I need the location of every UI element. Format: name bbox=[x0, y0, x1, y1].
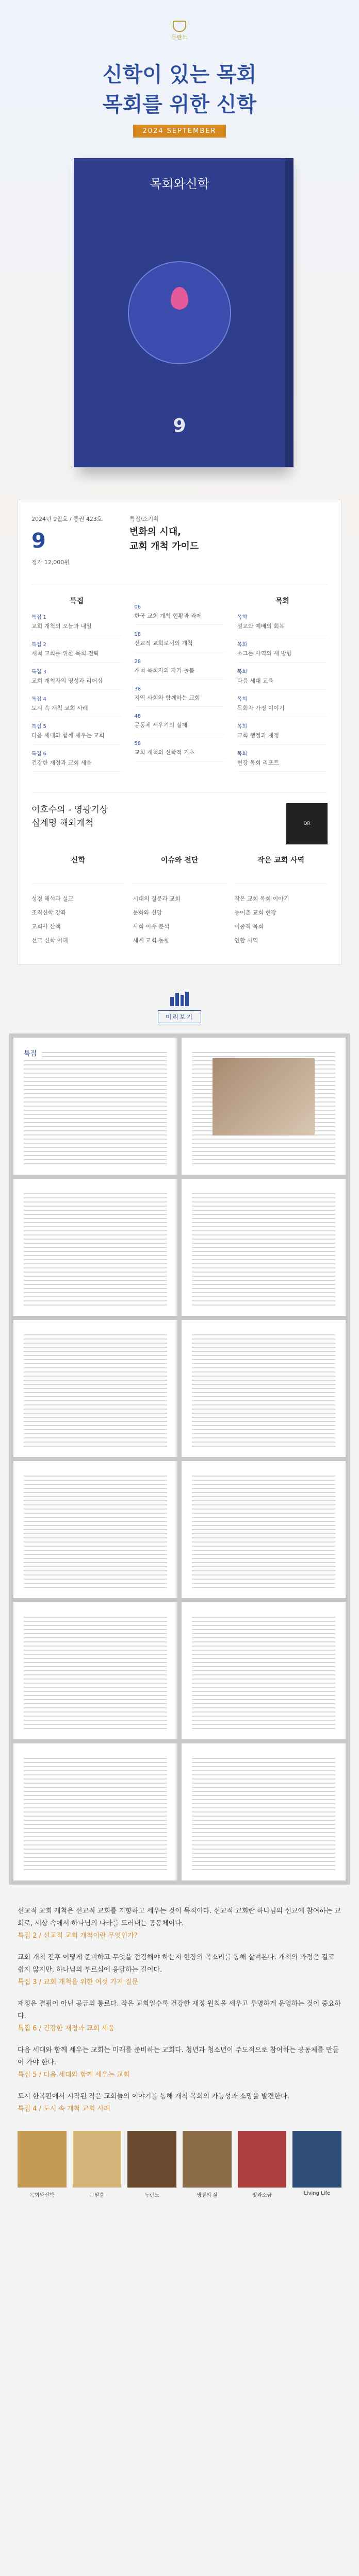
toc-item[interactable] bbox=[31, 640, 122, 663]
desc-source: 특집 5 / 다음 세대와 함께 세우는 교회 bbox=[18, 2071, 130, 2079]
toc-text: 교회 행정과 재정 bbox=[237, 732, 280, 739]
desc-text: 도시 한복판에서 시작된 작은 교회들의 이야기를 통해 개척 목회의 가능성과 소망을 발견한다. bbox=[18, 2093, 289, 2100]
toc-item[interactable] bbox=[237, 640, 328, 663]
category-item[interactable]: 성경 해석과 설교 bbox=[31, 895, 74, 902]
toc-col-1-title: 특집 bbox=[70, 597, 84, 605]
book-item[interactable] bbox=[18, 2131, 67, 2198]
toc-item[interactable] bbox=[134, 603, 224, 625]
special-feature bbox=[129, 515, 199, 566]
toc-text: 한국 교회 개척 현황과 과제 bbox=[134, 613, 202, 619]
cover-circle bbox=[128, 261, 231, 364]
logo-icon bbox=[173, 21, 186, 32]
book-cover bbox=[238, 2131, 287, 2188]
toc-tag: 목회 bbox=[237, 642, 247, 648]
toc-tag: 목회 bbox=[237, 697, 247, 702]
toc-text: 교회 개척자의 영성과 리더십 bbox=[31, 677, 103, 684]
cover-spine bbox=[285, 158, 293, 467]
category-columns bbox=[31, 855, 328, 950]
location-pin-icon bbox=[171, 287, 188, 310]
hero-headline-2: 목회를 위한 신학 bbox=[102, 92, 257, 116]
toc-item[interactable] bbox=[134, 685, 224, 707]
toc-item[interactable] bbox=[31, 750, 122, 772]
description-paragraph bbox=[18, 1905, 341, 1942]
toc-col-3-title: 목회 bbox=[275, 597, 289, 605]
book-cover bbox=[183, 2131, 232, 2188]
category-item[interactable]: 농어촌 교회 현장 bbox=[234, 909, 276, 916]
category-item[interactable]: 교회사 산책 bbox=[31, 923, 61, 930]
preview-section bbox=[0, 991, 359, 1023]
issue-info bbox=[31, 515, 119, 566]
preview-page bbox=[182, 1038, 346, 1175]
hero-subtitle: 2024 SEPTEMBER bbox=[133, 125, 225, 138]
preview-page bbox=[13, 1743, 177, 1880]
toc-col-1 bbox=[31, 596, 122, 777]
special-title-1: 변화의 시대, bbox=[129, 527, 182, 537]
toc-tag: 38 bbox=[134, 686, 141, 692]
toc-text: 개척 목회자의 자기 돌봄 bbox=[134, 667, 195, 674]
toc-tag: 목회 bbox=[237, 615, 247, 620]
toc-tag: 06 bbox=[134, 604, 141, 610]
book-stack-icon bbox=[170, 991, 189, 1006]
desc-text: 교회 개척 전후 어떻게 준비하고 무엇을 점검해야 하는지 현장의 목소리를 통해 살펴본다. 개척의 과정은 결코 쉽지 않지만, 하나님의 부르심에 응답하는 길이다. bbox=[18, 1954, 335, 1974]
table-of-contents bbox=[31, 585, 328, 777]
toc-text: 다음 세대와 함께 세우는 교회 bbox=[31, 732, 105, 739]
book-item[interactable] bbox=[183, 2131, 232, 2198]
toc-tag: 18 bbox=[134, 632, 141, 637]
desc-source: 특집 3 / 교회 개척을 위한 여섯 가지 질문 bbox=[18, 1978, 139, 1986]
preview-pages bbox=[9, 1033, 350, 1885]
magazine-cover bbox=[74, 158, 285, 467]
issue-month: 9 bbox=[31, 529, 46, 553]
toc-tag: 특집 1 bbox=[31, 615, 46, 620]
book-item[interactable] bbox=[73, 2131, 122, 2198]
book-cover bbox=[73, 2131, 122, 2188]
special-title-2: 교회 개척 가이드 bbox=[129, 541, 199, 552]
toc-tag: 특집 3 bbox=[31, 669, 46, 675]
book-title: 빛과소금 bbox=[252, 2193, 272, 2198]
toc-item[interactable] bbox=[134, 712, 224, 734]
category-item[interactable]: 이중직 목회 bbox=[234, 923, 264, 930]
book-title: 그말씀 bbox=[89, 2193, 105, 2198]
toc-text: 설교와 예배의 회복 bbox=[237, 623, 285, 630]
description-paragraph bbox=[18, 2044, 341, 2081]
book-item[interactable] bbox=[238, 2131, 287, 2198]
hero-headline bbox=[0, 60, 359, 120]
toc-tag: 48 bbox=[134, 714, 141, 719]
feature-title bbox=[31, 803, 277, 844]
toc-text: 현장 목회 리포트 bbox=[237, 759, 280, 766]
info-card bbox=[18, 500, 341, 965]
toc-text: 공동체 세우기의 실제 bbox=[134, 722, 187, 728]
toc-item[interactable] bbox=[237, 750, 328, 772]
toc-text: 개척 교회를 위한 목회 전략 bbox=[31, 650, 99, 657]
book-cover bbox=[292, 2131, 341, 2188]
toc-item[interactable] bbox=[134, 630, 224, 652]
cover-title: 목회와신학 bbox=[150, 177, 209, 191]
feature-title-2: 십계명 해외개척 bbox=[31, 818, 94, 828]
category-item[interactable]: 문화와 신앙 bbox=[133, 909, 162, 916]
feature-title-1: 이호수의 - 영광기상 bbox=[31, 805, 108, 815]
related-books bbox=[18, 2131, 341, 2198]
desc-text: 다음 세대와 함께 세우는 교회는 미래를 준비하는 교회다. 청년과 청소년이 주도적으로 참여하는 공동체를 만들어 가야 한다. bbox=[18, 2046, 339, 2066]
toc-item[interactable] bbox=[237, 722, 328, 744]
toc-col-2 bbox=[134, 596, 224, 777]
category-item[interactable]: 사회 이슈 분석 bbox=[133, 923, 170, 930]
preview-page bbox=[13, 1320, 177, 1457]
category-item[interactable]: 연합 사역 bbox=[234, 937, 258, 944]
preview-page bbox=[13, 1179, 177, 1316]
book-title: 생명의 삶 bbox=[196, 2193, 218, 2198]
toc-item[interactable] bbox=[237, 668, 328, 690]
brand-logo bbox=[171, 21, 188, 41]
issue-price: 정가 12,000원 bbox=[31, 559, 70, 566]
toc-col-3 bbox=[237, 596, 328, 777]
preview-page bbox=[13, 1602, 177, 1739]
category-item[interactable]: 세계 교회 동향 bbox=[133, 937, 170, 944]
toc-text: 건강한 재정과 교회 세움 bbox=[31, 759, 92, 766]
hero-section bbox=[0, 0, 359, 536]
category-item[interactable]: 조직신학 강좌 bbox=[31, 909, 67, 916]
page-title: 특집 bbox=[24, 1048, 42, 1058]
preview-page bbox=[182, 1461, 346, 1598]
category-item[interactable]: 작은 교회 목회 이야기 bbox=[234, 895, 289, 902]
toc-tag: 특집 5 bbox=[31, 724, 46, 730]
category-col-1 bbox=[31, 855, 125, 950]
toc-item[interactable] bbox=[134, 739, 224, 761]
toc-item[interactable] bbox=[237, 613, 328, 635]
toc-tag: 58 bbox=[134, 741, 141, 747]
cover-issue: 9 bbox=[173, 415, 186, 436]
category-title: 신학 bbox=[71, 856, 85, 865]
hero-headline-1: 신학이 있는 목회 bbox=[102, 62, 257, 87]
toc-text: 교회 개척의 신학적 기초 bbox=[134, 749, 195, 756]
category-title: 이슈와 전단 bbox=[160, 856, 199, 865]
category-item[interactable]: 시대의 질문과 교회 bbox=[133, 895, 181, 902]
desc-source: 특집 4 / 도시 속 개척 교회 사례 bbox=[18, 2105, 110, 2113]
description-paragraph bbox=[18, 1998, 341, 2035]
toc-item[interactable] bbox=[31, 668, 122, 690]
toc-item[interactable] bbox=[31, 613, 122, 635]
toc-tag: 특집 6 bbox=[31, 751, 46, 757]
feature-section bbox=[31, 792, 328, 844]
toc-text: 선교적 교회로서의 개척 bbox=[134, 640, 193, 647]
toc-tag: 특집 2 bbox=[31, 642, 46, 648]
special-small: 특집/소기획 bbox=[129, 516, 159, 522]
desc-text: 재정은 결핍이 아닌 공급의 통로다. 작은 교회일수록 건강한 재정 원칙을 세우고 투명하게 운영하는 것이 중요하다. bbox=[18, 2000, 341, 2020]
issue-meta: 2024년 9월호 / 통권 423호 bbox=[31, 516, 103, 522]
toc-item[interactable] bbox=[31, 722, 122, 744]
book-item[interactable] bbox=[127, 2131, 176, 2198]
book-title: 목회와신학 bbox=[29, 2193, 55, 2198]
toc-tag: 목회 bbox=[237, 669, 247, 675]
preview-page bbox=[13, 1461, 177, 1598]
toc-tag: 목회 bbox=[237, 751, 247, 757]
category-col-3 bbox=[234, 855, 328, 950]
category-title: 작은 교회 사역 bbox=[257, 856, 305, 865]
qr-code[interactable] bbox=[286, 803, 328, 844]
toc-item[interactable] bbox=[237, 695, 328, 717]
toc-tag: 28 bbox=[134, 659, 141, 665]
logo-text: 두란노 bbox=[171, 34, 188, 41]
toc-tag: 특집 4 bbox=[31, 697, 46, 702]
toc-item[interactable] bbox=[134, 657, 224, 680]
toc-text: 목회자 가정 이야기 bbox=[237, 705, 285, 711]
book-item[interactable] bbox=[292, 2131, 341, 2198]
category-item[interactable]: 선교 신학 이해 bbox=[31, 937, 68, 944]
toc-text: 도시 속 개척 교회 사례 bbox=[31, 705, 88, 711]
preview-page bbox=[182, 1743, 346, 1880]
toc-text: 소그룹 사역의 새 방향 bbox=[237, 650, 292, 657]
preview-page bbox=[182, 1602, 346, 1739]
description-paragraph bbox=[18, 1952, 341, 1989]
toc-text: 지역 사회와 함께하는 교회 bbox=[134, 694, 200, 701]
desc-text: 선교적 교회 개척은 선교적 교회를 지향하고 세우는 것이 목적이다. 선교적 교회란 하나님의 선교에 참여하는 교회로, 세상 속에서 하나님의 나라를 드러내는 공동체이다. bbox=[18, 1907, 341, 1927]
toc-text: 다음 세대 교육 bbox=[237, 677, 274, 684]
preview-page bbox=[182, 1179, 346, 1316]
book-cover bbox=[127, 2131, 176, 2188]
qr-label: QR bbox=[303, 821, 311, 826]
book-title: 두란노 bbox=[144, 2193, 160, 2198]
desc-source: 특집 6 / 건강한 재정과 교회 세움 bbox=[18, 2025, 115, 2032]
preview-page bbox=[182, 1320, 346, 1457]
toc-tag: 목회 bbox=[237, 724, 247, 730]
special-title bbox=[129, 525, 199, 554]
description-paragraph bbox=[18, 2091, 341, 2115]
preview-page bbox=[13, 1038, 177, 1175]
book-title: Living Life bbox=[304, 2191, 331, 2196]
toc-item[interactable] bbox=[31, 695, 122, 717]
book-cover bbox=[18, 2131, 67, 2188]
preview-label: 미리보기 bbox=[158, 1010, 201, 1023]
description-section bbox=[18, 1905, 341, 2115]
article-photo bbox=[213, 1058, 315, 1136]
toc-text: 교회 개척의 오늘과 내일 bbox=[31, 623, 92, 630]
category-col-2 bbox=[133, 855, 226, 950]
desc-source: 특집 2 / 선교적 교회 개척이란 무엇인가? bbox=[18, 1932, 138, 1940]
